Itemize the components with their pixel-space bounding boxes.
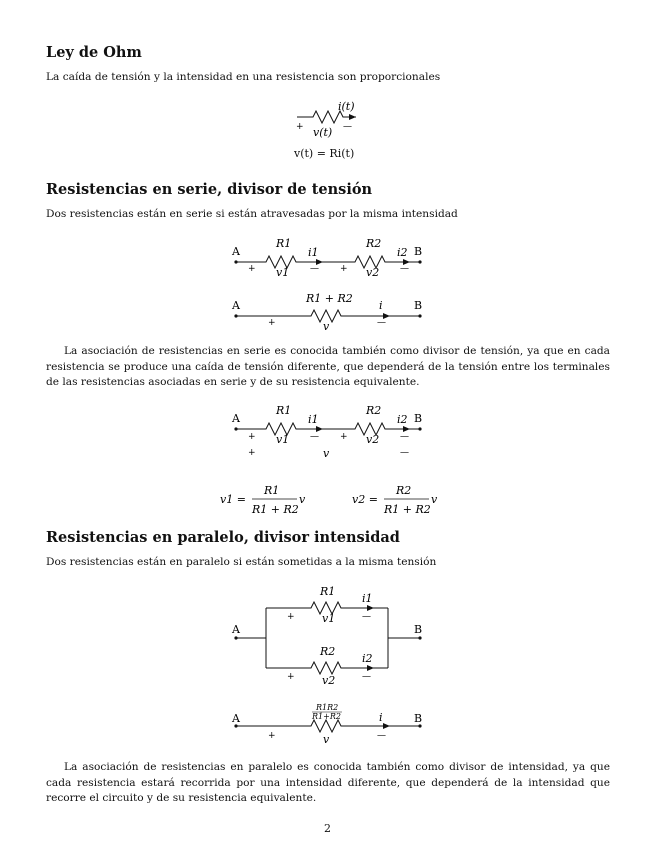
serie1-i2: i2 [397, 246, 408, 259]
svg-text:—: — [310, 264, 319, 274]
serie2-v2: v2 [366, 433, 380, 446]
serie2-v1: v1 [276, 433, 290, 446]
par-A: A [232, 623, 240, 636]
par-eq-den: R1+R2 [312, 712, 341, 721]
svg-text:+: + [248, 432, 256, 442]
par-B: B [414, 623, 423, 636]
serie2-A: A [232, 412, 240, 425]
serie1-i1: i1 [308, 246, 319, 259]
serie2-i2: i2 [397, 413, 408, 426]
serie1-v1: v1 [276, 266, 290, 279]
eq2-num: R2 [396, 484, 412, 497]
section-title-serie: Resistencias en serie, divisor de tensión [46, 181, 373, 198]
par-eq-num: R1R2 [316, 703, 339, 712]
svg-text:—: — [362, 612, 371, 622]
svg-text:—: — [377, 318, 386, 328]
ohm-label-plus: + [296, 122, 304, 132]
par-i2: i2 [362, 652, 373, 665]
eq2-tail: v [431, 493, 438, 506]
svg-text:—: — [400, 448, 409, 458]
eq1-den: R1 + R2 [252, 503, 299, 516]
svg-text:+: + [248, 264, 256, 274]
svg-text:+: + [268, 318, 276, 328]
svg-text:+: + [340, 264, 348, 274]
eq2-lhs: v2 = [352, 493, 378, 506]
serie-text: Dos resistencias están en serie si están atravesadas por la misma intensidad [46, 208, 458, 220]
serie1-B: B [414, 245, 423, 258]
serie-eq-B: B [414, 299, 423, 312]
eq1-num: R1 [264, 484, 280, 497]
serie-eq-i: i [379, 299, 383, 312]
par-i1: i1 [362, 592, 373, 605]
ohm-text: La caída de tensión y la intensidad en una resistencia son proporcionales [46, 71, 441, 83]
serie2-R1: R1 [276, 404, 292, 417]
eq1-lhs: v1 = [220, 493, 246, 506]
paralelo-paragraph: La asociación de resistencias en paralelo es conocida también como divisor de intensidad, ya que cada resistencia estará recorrida por una intensidad diferente, que dependerá de la intensidad que recorre el circuito y de su resistencia equivalente. [46, 761, 610, 805]
serie2-R2: R2 [366, 404, 382, 417]
page-number: 2 [324, 822, 331, 835]
svg-text:—: — [377, 731, 386, 741]
serie-eq-v: v [323, 320, 330, 333]
par-v2: v2 [322, 674, 336, 687]
serie-eq-Req: R1 + R2 [306, 292, 353, 305]
svg-text:+: + [287, 672, 295, 682]
svg-text:+: + [248, 448, 256, 458]
par-eq-A: A [232, 712, 240, 725]
eq1-tail: v [299, 493, 306, 506]
serie2-B: B [414, 412, 423, 425]
serie1-R1: R1 [276, 237, 292, 250]
svg-text:—: — [400, 264, 409, 274]
section-title-paralelo: Resistencias en paralelo, divisor intensidad [46, 529, 400, 546]
serie1-A: A [232, 245, 240, 258]
ohm-label-voltage: v(t) [313, 126, 333, 139]
par-eq-v: v [323, 733, 330, 746]
svg-text:+: + [287, 612, 295, 622]
svg-text:—: — [310, 432, 319, 442]
ohm-label-current: i(t) [338, 100, 355, 113]
paralelo-text: Dos resistencias están en paralelo si están sometidas a la misma tensión [46, 556, 437, 568]
svg-text:+: + [268, 731, 276, 741]
serie2-i1: i1 [308, 413, 319, 426]
serie1-v2: v2 [366, 266, 380, 279]
svg-text:—: — [400, 432, 409, 442]
par-R1: R1 [320, 585, 336, 598]
serie-paragraph: La asociación de resistencias en serie es conocida también como divisor de tensión, ya que en cada resistencia se produce una caída de tensión diferente, que dependerá de la tensión entre los terminales de las resistencias asociadas en serie y de su resistencia equivalente. [46, 345, 610, 389]
section-title-ohm: Ley de Ohm [46, 44, 142, 61]
svg-text:+: + [340, 432, 348, 442]
par-v1: v1 [322, 612, 336, 625]
par-eq-i: i [379, 711, 383, 724]
serie1-R2: R2 [366, 237, 382, 250]
eq2-den: R1 + R2 [384, 503, 431, 516]
svg-text:—: — [362, 672, 371, 682]
serie2-v: v [323, 447, 330, 460]
ohm-label-minus: — [343, 122, 352, 132]
serie-eq-A: A [232, 299, 240, 312]
par-eq-B: B [414, 712, 423, 725]
ohm-equation: v(t) = Ri(t) [294, 147, 355, 160]
par-R2: R2 [320, 645, 336, 658]
